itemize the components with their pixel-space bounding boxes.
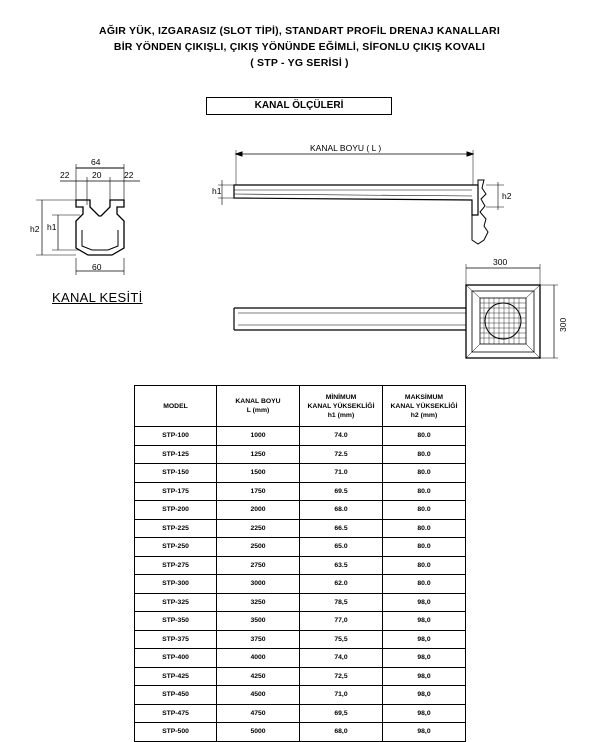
table-header-row	[135, 386, 466, 427]
table-cell: 98,0	[383, 612, 466, 631]
table-row	[135, 630, 466, 649]
table-cell: 69.5	[300, 482, 383, 501]
table-cell: 80.0	[383, 427, 466, 446]
table-header-text: KANAL BOYU	[235, 398, 281, 405]
table-cell: 71.0	[300, 464, 383, 483]
table-cell: STP-150	[135, 464, 217, 483]
table-cell: STP-200	[135, 501, 217, 520]
table-header-text: MAKSİMUM	[404, 393, 444, 401]
table-cell: 1500	[217, 464, 300, 483]
table-row	[135, 723, 466, 742]
table-cell: 66.5	[300, 519, 383, 538]
table-cell: STP-175	[135, 482, 217, 501]
table-cell: 98,0	[383, 649, 466, 668]
table-cell: 2500	[217, 538, 300, 557]
table-cell: 78,5	[300, 593, 383, 612]
table-row	[135, 501, 466, 520]
table-row	[135, 649, 466, 668]
table-cell: 80.0	[383, 575, 466, 594]
table-header-text: h1 (mm)	[327, 411, 355, 419]
table-cell: STP-475	[135, 704, 217, 723]
document-title-series: ( STP - YG SERİSİ )	[250, 57, 349, 69]
table-cell: 5000	[217, 723, 300, 742]
table-header-cell	[300, 386, 383, 427]
table-cell: 65.0	[300, 538, 383, 557]
dim-mid-width: 20	[92, 170, 102, 180]
table-cell: STP-100	[135, 427, 217, 446]
table-cell: STP-350	[135, 612, 217, 631]
table-cell: 1250	[217, 445, 300, 464]
table-cell: 4500	[217, 686, 300, 705]
dim-top-height: 300	[558, 317, 568, 332]
table-row	[135, 482, 466, 501]
table-cell: STP-250	[135, 538, 217, 557]
document-title-line-1: AĞIR YÜK, IZGARASIZ (SLOT TİPİ), STANDART PROFİL DRENAJ KANALLARI	[99, 25, 500, 37]
top-view-drawing	[234, 264, 558, 358]
table-cell: 4750	[217, 704, 300, 723]
table-cell: 72.5	[300, 445, 383, 464]
table-cell: 98,0	[383, 723, 466, 742]
table-row	[135, 704, 466, 723]
table-cell: STP-400	[135, 649, 217, 668]
table-header-text: MİNİMUM	[325, 393, 357, 401]
table-cell: 3000	[217, 575, 300, 594]
table-row	[135, 686, 466, 705]
table-cell: 4250	[217, 667, 300, 686]
table-cell: 98,0	[383, 704, 466, 723]
table-header-cell	[135, 386, 217, 427]
table-cell: 3750	[217, 630, 300, 649]
section-title-box: KANAL ÖLÇÜLERİ	[206, 97, 392, 115]
table-cell: 62.0	[300, 575, 383, 594]
table-row	[135, 464, 466, 483]
table-cell: STP-500	[135, 723, 217, 742]
table-cell: 68,0	[300, 723, 383, 742]
table-cell: 68.0	[300, 501, 383, 520]
cross-section-drawing	[36, 164, 140, 275]
table-cell: 2000	[217, 501, 300, 520]
dim-h1-cross: h1	[47, 222, 57, 232]
table-cell: STP-300	[135, 575, 217, 594]
dimensions-table	[134, 385, 466, 742]
table-row	[135, 538, 466, 557]
side-view-drawing	[218, 150, 504, 244]
table-header-cell	[383, 386, 466, 427]
table-cell: 1000	[217, 427, 300, 446]
table-row	[135, 427, 466, 446]
table-cell: 72,5	[300, 667, 383, 686]
dim-bottom-width: 60	[92, 262, 102, 272]
table-cell: 69,5	[300, 704, 383, 723]
table-cell: 4000	[217, 649, 300, 668]
table-cell: 80.0	[383, 445, 466, 464]
side-view-length-label: KANAL BOYU ( L )	[310, 143, 382, 153]
table-cell: 71,0	[300, 686, 383, 705]
table-cell: 80.0	[383, 501, 466, 520]
table-cell: STP-275	[135, 556, 217, 575]
table-cell: STP-325	[135, 593, 217, 612]
table-row	[135, 575, 466, 594]
table-cell: 98,0	[383, 686, 466, 705]
table-cell: STP-225	[135, 519, 217, 538]
dim-h2-cross: h2	[30, 224, 40, 234]
table-cell: 74.0	[300, 427, 383, 446]
dim-left-width: 22	[60, 170, 70, 180]
table-cell: 2750	[217, 556, 300, 575]
table-row	[135, 667, 466, 686]
table-cell: 98,0	[383, 630, 466, 649]
dim-h1-side: h1	[212, 186, 222, 196]
table-row	[135, 612, 466, 631]
table-cell: 2250	[217, 519, 300, 538]
table-cell: 80.0	[383, 556, 466, 575]
table-row	[135, 519, 466, 538]
table-row	[135, 556, 466, 575]
table-cell: 80.0	[383, 519, 466, 538]
table-cell: 80.0	[383, 482, 466, 501]
table-header-text: h2 (mm)	[410, 411, 438, 419]
table-cell: 1750	[217, 482, 300, 501]
document-title-line-2: BİR YÖNDEN ÇIKIŞLI, ÇIKIŞ YÖNÜNDE EĞİMLİ, SİFONLU ÇIKIŞ KOVALI	[113, 41, 486, 53]
dim-total-width: 64	[91, 157, 101, 167]
table-header-text: L (mm)	[246, 407, 270, 414]
table-header-text: KANAL YÜKSEKLİĞİ	[390, 402, 458, 410]
table-cell: STP-450	[135, 686, 217, 705]
table-cell: 3500	[217, 612, 300, 631]
table-cell: 63.5	[300, 556, 383, 575]
table-cell: 77,0	[300, 612, 383, 631]
table-cell: 75,5	[300, 630, 383, 649]
table-cell: 3250	[217, 593, 300, 612]
table-cell: STP-125	[135, 445, 217, 464]
dim-h2-side: h2	[502, 191, 512, 201]
table-cell: STP-375	[135, 630, 217, 649]
table-row	[135, 593, 466, 612]
table-row	[135, 445, 466, 464]
table-cell: 98,0	[383, 593, 466, 612]
table-cell: STP-425	[135, 667, 217, 686]
table-header-text: KANAL YÜKSEKLİĞİ	[307, 402, 375, 410]
table-header-cell	[217, 386, 300, 427]
table-cell: 98,0	[383, 667, 466, 686]
table-header-text: MODEL	[163, 402, 188, 410]
cross-section-label: KANAL KESİTİ	[52, 290, 143, 305]
dim-top-width: 300	[493, 257, 508, 267]
dim-right-width: 22	[124, 170, 134, 180]
table-cell: 80.0	[383, 464, 466, 483]
table-cell: 80.0	[383, 538, 466, 557]
table-cell: 74,0	[300, 649, 383, 668]
